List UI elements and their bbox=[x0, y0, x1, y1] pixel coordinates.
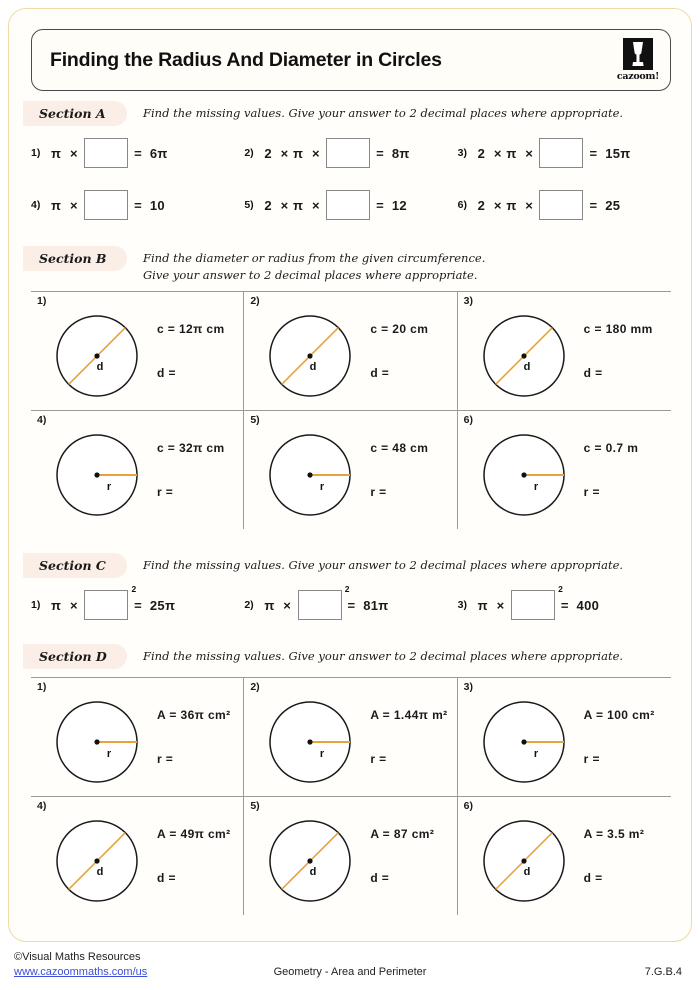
figure-inner-label: r bbox=[320, 748, 325, 761]
question-number: 1) bbox=[37, 681, 47, 694]
figure-cell bbox=[31, 678, 244, 796]
question-number: 6) bbox=[463, 414, 473, 427]
figure-labels bbox=[584, 827, 645, 885]
center-point bbox=[521, 354, 526, 359]
circle-figure bbox=[51, 310, 145, 409]
center-point bbox=[521, 859, 526, 864]
question-expression-suffix: = 12 bbox=[376, 197, 407, 213]
answer-input-box[interactable] bbox=[84, 590, 128, 620]
section-d-description: Find the missing values. Give your answer to 2 decimal places where appropriate. bbox=[143, 649, 624, 664]
question-item bbox=[244, 190, 457, 220]
figure-inner-label: r bbox=[320, 481, 325, 494]
given-value: A = 87 cm² bbox=[370, 827, 435, 842]
circle-figure bbox=[264, 429, 358, 528]
answer-prompt[interactable]: d = bbox=[583, 366, 603, 381]
question-number: 1) bbox=[31, 147, 41, 159]
cazoom-goblet-icon bbox=[623, 38, 653, 70]
answer-input-box[interactable] bbox=[84, 190, 128, 220]
circle-diagram bbox=[478, 815, 572, 909]
question-number: 3) bbox=[457, 147, 467, 159]
section-b-label: Section B bbox=[23, 246, 127, 271]
question-number: 6) bbox=[463, 800, 473, 813]
question-number: 2) bbox=[250, 295, 260, 308]
given-value: c = 20 cm bbox=[370, 322, 429, 337]
given-value: c = 12π cm bbox=[157, 322, 225, 337]
answer-prompt[interactable]: d = bbox=[370, 366, 390, 381]
circle-figure bbox=[478, 310, 572, 409]
answer-input-box[interactable] bbox=[511, 590, 555, 620]
question-expression-prefix: π × bbox=[51, 597, 79, 613]
figure-inner-label: r bbox=[106, 748, 112, 761]
answer-prompt[interactable]: d = bbox=[583, 871, 603, 886]
section-b-description-line1: Find the diameter or radius from the given circumference. bbox=[143, 251, 486, 265]
circle-diagram bbox=[264, 696, 358, 790]
given-value: c = 180 mm bbox=[583, 322, 653, 337]
figure-inner-label: r bbox=[533, 481, 538, 494]
question-item bbox=[244, 138, 457, 168]
answer-input-box[interactable] bbox=[298, 590, 342, 620]
answer-prompt[interactable]: r = bbox=[370, 485, 387, 500]
figure-labels bbox=[370, 827, 434, 885]
answer-prompt[interactable]: d = bbox=[157, 871, 176, 886]
center-point bbox=[521, 473, 526, 478]
question-expression-suffix: = 10 bbox=[134, 197, 165, 213]
footer-standard-code: 7.G.B.4 bbox=[644, 966, 682, 978]
page-title: Finding the Radius And Diameter in Circles bbox=[50, 48, 442, 71]
question-number: 4) bbox=[31, 199, 41, 211]
figure-cell bbox=[244, 292, 457, 410]
center-point bbox=[308, 740, 313, 745]
answer-prompt[interactable]: d = bbox=[157, 366, 176, 381]
question-expression-prefix: 2 × π × bbox=[264, 145, 321, 161]
question-item bbox=[458, 190, 671, 220]
section-a-description: Find the missing values. Give your answer to 2 decimal places where appropriate. bbox=[143, 106, 624, 120]
circle-figure bbox=[478, 429, 572, 528]
question-expression-prefix: π × bbox=[51, 197, 79, 213]
answer-prompt[interactable]: d = bbox=[370, 871, 390, 886]
figure-cell bbox=[31, 292, 244, 410]
question-number: 5) bbox=[244, 199, 254, 211]
center-point bbox=[94, 740, 99, 745]
circle-figure bbox=[264, 696, 358, 795]
answer-input-box[interactable] bbox=[326, 138, 370, 168]
question-number: 3) bbox=[463, 295, 473, 308]
center-point bbox=[94, 859, 99, 864]
circle-figure bbox=[478, 696, 572, 795]
question-number: 2) bbox=[244, 147, 254, 159]
footer-copyright: ©Visual Maths Resources bbox=[14, 951, 141, 963]
answer-prompt[interactable]: r = bbox=[370, 752, 387, 767]
answer-input-box[interactable] bbox=[84, 138, 128, 168]
section-c-label: Section C bbox=[23, 553, 127, 578]
question-item bbox=[458, 590, 671, 620]
figure-labels bbox=[370, 441, 428, 499]
section-c-questions bbox=[31, 590, 671, 620]
given-value: c = 48 cm bbox=[370, 441, 429, 456]
figure-cell bbox=[458, 292, 671, 410]
question-number: 5) bbox=[250, 414, 260, 427]
figure-row bbox=[31, 411, 671, 529]
figure-cell bbox=[244, 797, 457, 915]
figure-labels bbox=[584, 708, 655, 766]
section-a-header bbox=[31, 101, 671, 126]
cazoom-logo bbox=[616, 38, 660, 82]
circle-figure bbox=[264, 815, 358, 914]
center-point bbox=[521, 740, 526, 745]
question-expression-suffix: = 81π bbox=[347, 597, 389, 613]
question-expression-suffix: = 6π bbox=[134, 145, 168, 161]
given-value: A = 1.44π m² bbox=[370, 708, 448, 723]
given-value: c = 32π cm bbox=[157, 441, 225, 456]
figure-inner-label: d bbox=[309, 361, 317, 374]
question-expression-prefix: π × bbox=[264, 597, 292, 613]
center-point bbox=[308, 473, 313, 478]
question-expression-prefix: π × bbox=[51, 145, 79, 161]
worksheet-title-box bbox=[31, 29, 671, 91]
circle-diagram bbox=[51, 310, 145, 404]
cazoom-wordmark: cazoom! bbox=[616, 71, 660, 82]
question-item bbox=[31, 590, 244, 620]
section-c-header bbox=[31, 553, 671, 578]
section-a-label: Section A bbox=[23, 101, 127, 126]
answer-prompt[interactable]: r = bbox=[583, 485, 600, 500]
section-d-label: Section D bbox=[23, 644, 127, 669]
given-value: A = 100 cm² bbox=[583, 708, 655, 723]
figure-inner-label: d bbox=[523, 866, 531, 879]
circle-diagram bbox=[51, 429, 145, 523]
figure-labels bbox=[157, 708, 231, 766]
circle-diagram bbox=[478, 310, 572, 404]
center-point bbox=[94, 354, 99, 359]
section-b-description-line2: Give your answer to 2 decimal places where appropriate. bbox=[143, 267, 478, 282]
center-point bbox=[308, 859, 313, 864]
given-value: A = 36π cm² bbox=[157, 708, 231, 723]
answer-prompt[interactable]: r = bbox=[583, 752, 600, 767]
given-value: A = 3.5 m² bbox=[583, 827, 645, 842]
question-number: 2) bbox=[244, 599, 254, 612]
worksheet-content bbox=[31, 101, 671, 915]
answer-prompt[interactable]: r = bbox=[157, 752, 174, 767]
question-number: 1) bbox=[37, 295, 47, 308]
circle-diagram bbox=[264, 815, 358, 909]
figure-cell bbox=[244, 411, 457, 529]
figure-inner-label: d bbox=[96, 361, 104, 374]
question-number: 4) bbox=[37, 800, 47, 813]
figure-row bbox=[31, 678, 671, 797]
answer-input-box[interactable] bbox=[539, 190, 583, 220]
section-d-figures bbox=[31, 677, 671, 915]
question-expression-suffix: = 400 bbox=[560, 597, 600, 613]
figure-inner-label: r bbox=[106, 481, 112, 494]
figure-cell bbox=[244, 678, 457, 796]
question-expression-prefix: 2 × π × bbox=[264, 197, 321, 213]
figure-labels bbox=[157, 322, 225, 380]
center-point bbox=[94, 473, 99, 478]
figure-labels bbox=[157, 441, 225, 499]
figure-inner-label: d bbox=[309, 866, 317, 879]
figure-labels bbox=[370, 708, 447, 766]
worksheet-page-frame bbox=[8, 8, 692, 942]
section-b-header bbox=[31, 246, 671, 283]
figure-inner-label: d bbox=[523, 361, 531, 374]
question-number: 1) bbox=[31, 599, 41, 612]
question-expression-prefix: π × bbox=[477, 597, 505, 613]
center-point bbox=[308, 354, 313, 359]
question-expression-suffix: = 25 bbox=[589, 197, 621, 213]
question-item bbox=[244, 590, 457, 620]
circle-figure bbox=[51, 696, 145, 795]
question-expression-suffix: = 15π bbox=[589, 145, 631, 161]
figure-labels bbox=[157, 827, 231, 885]
question-item bbox=[31, 138, 244, 168]
section-c-description: Find the missing values. Give your answer to 2 decimal places where appropriate. bbox=[143, 558, 624, 573]
figure-cell bbox=[458, 411, 671, 529]
question-expression-prefix: 2 × π × bbox=[477, 197, 534, 213]
question-number: 3) bbox=[457, 599, 467, 612]
circle-figure bbox=[478, 815, 572, 914]
circle-figure bbox=[51, 429, 145, 528]
figure-cell bbox=[458, 797, 671, 915]
figure-cell bbox=[31, 797, 244, 915]
figure-row bbox=[31, 797, 671, 915]
question-expression-prefix: 2 × π × bbox=[477, 145, 534, 161]
figure-labels bbox=[584, 322, 653, 380]
circle-diagram bbox=[478, 429, 572, 523]
footer-website-link[interactable]: www.cazoommaths.com/us bbox=[14, 965, 148, 978]
question-number: 5) bbox=[250, 800, 260, 813]
figure-inner-label: r bbox=[533, 748, 538, 761]
circle-diagram bbox=[51, 696, 145, 790]
answer-input-box[interactable] bbox=[326, 190, 370, 220]
question-expression-suffix: = 25π bbox=[134, 597, 176, 613]
section-d-header bbox=[31, 644, 671, 669]
figure-inner-label: d bbox=[96, 866, 104, 879]
answer-prompt[interactable]: r = bbox=[157, 485, 174, 500]
question-item bbox=[31, 190, 244, 220]
circle-diagram bbox=[51, 815, 145, 909]
figure-cell bbox=[458, 678, 671, 796]
figure-row bbox=[31, 292, 671, 411]
circle-diagram bbox=[478, 696, 572, 790]
circle-figure bbox=[51, 815, 145, 914]
question-expression-suffix: = 8π bbox=[376, 145, 410, 161]
circle-diagram bbox=[264, 310, 358, 404]
question-number: 2) bbox=[250, 681, 260, 694]
goblet-shape bbox=[630, 41, 646, 67]
given-value: c = 0.7 m bbox=[583, 441, 639, 456]
figure-labels bbox=[584, 441, 639, 499]
given-value: A = 49π cm² bbox=[157, 827, 231, 842]
circle-diagram bbox=[264, 429, 358, 523]
section-a-questions bbox=[31, 138, 671, 220]
answer-input-box[interactable] bbox=[539, 138, 583, 168]
section-b-figures bbox=[31, 291, 671, 529]
question-number: 3) bbox=[463, 681, 473, 694]
section-b-description bbox=[127, 246, 485, 283]
circle-figure bbox=[264, 310, 358, 409]
footer-topic: Geometry - Area and Perimeter bbox=[273, 966, 427, 978]
figure-cell bbox=[31, 411, 244, 529]
question-number: 4) bbox=[37, 414, 47, 427]
page-footer bbox=[0, 950, 700, 990]
question-item bbox=[458, 138, 671, 168]
question-number: 6) bbox=[457, 199, 467, 211]
figure-labels bbox=[370, 322, 428, 380]
